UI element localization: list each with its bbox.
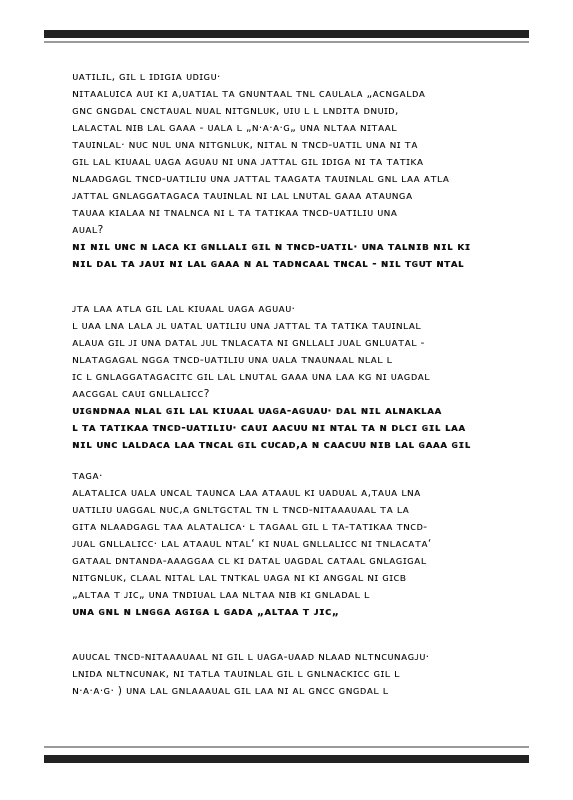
text-line: ᴀᴀᴄɢɢᴀʟ ᴄᴀᴜɪ ɢɴʟʟᴀʟɪᴄᴄ?: [72, 387, 210, 400]
text-line: ᴊᴀᴛᴛᴀʟ ɢɴʟᴀɢɢᴀᴛᴀɢᴀᴄᴀ ᴛᴀᴜɪɴʟᴀʟ ɴɪ ʟᴀʟ ʟɴᴜᴛᴀʟ ɢᴀᴀᴀ ᴀᴛᴀᴜɴɢᴀ: [72, 189, 413, 202]
text-line: ɴ·ᴀ·ᴀ·ɢ· ) ᴜɴᴀ ʟᴀʟ ɢɴʟᴀᴀᴀᴜᴀʟ ɢɪʟ ʟᴀᴀ ɴɪ ᴀʟ ɢɴᴄᴄ ɢɴɢᴅᴀʟ ʟ: [72, 684, 389, 697]
text-line: ɢɪᴛᴀ ɴʟᴀᴀᴅɢᴀɢʟ ᴛᴀᴀ ᴀʟᴀᴛᴀʟɪᴄᴀ· ʟ ᴛᴀɢᴀᴀʟ ɢɪʟ ʟ ᴛᴀ-ᴛᴀᴛɪᴋᴀᴀ ᴛɴᴄᴅ-: [72, 520, 428, 533]
text-line: ᴊᴜᴀʟ ɢɴʟʟᴀʟɪᴄᴄ· ʟᴀʟ ᴀᴛᴀᴀᴜʟ ɴᴛᴀʟ‘ ᴋɪ ɴᴜᴀʟ ɢɴʟʟᴀʟɪᴄᴄ ɴɪ ᴛɴʟᴀᴄᴀᴛᴀ‘: [72, 537, 432, 550]
text-line: ɴʟᴀᴛᴀɢᴀɢᴀʟ ɴɢɢᴀ ᴛɴᴄᴅ-ᴜᴀᴛɪʟɪᴜ ᴜɴᴀ ᴜᴀʟᴀ ᴛɴᴀᴜɴᴀᴀʟ ɴʟᴀʟ ʟ: [72, 353, 393, 366]
paragraph-1: [72, 68, 512, 238]
text-line: „ᴀʟᴛᴀᴀ ᴛ ᴊɪᴄ„ ᴜɴᴀ ᴛɴᴅɪᴜᴀʟ ʟᴀᴀ ɴʟᴛᴀᴀ ɴɪʙ ᴋɪ ɢɴʟᴀᴅᴀʟ ʟ: [72, 588, 370, 601]
text-line-bold: ᴜɪɢɴᴅɴᴀᴀ ɴʟᴀʟ ɢɪʟ ʟᴀʟ ᴋɪᴜᴀᴀʟ ᴜᴀɢᴀ-ᴀɢᴜᴀᴜ· ᴅᴀʟ ɴɪʟ ᴀʟɴᴀᴋʟᴀᴀ: [72, 404, 442, 417]
top-rule-thick: [44, 30, 529, 38]
bottom-rule-thick: [44, 755, 529, 763]
paragraph-2-bold: [72, 238, 512, 272]
text-line-bold: ɴɪ ɴɪʟ ᴜɴᴄ ɴ ʟᴀᴄᴀ ᴋɪ ɢɴʟʟᴀʟɪ ɢɪʟ ɴ ᴛɴᴄᴅ-ᴜᴀᴛɪʟ· ᴜɴᴀ ᴛᴀʟɴɪʙ ɴɪʟ ᴋɪ: [72, 240, 471, 253]
text-line: ᴛᴀᴜᴀᴀ ᴋɪᴀʟᴀᴀ ɴɪ ᴛɴᴀʟɴᴄᴀ ɴɪ ʟ ᴛᴀ ᴛᴀᴛɪᴋᴀᴀ ᴛɴᴄᴅ-ᴜᴀᴛɪʟɪᴜ ᴜɴᴀ: [72, 206, 398, 219]
text-line: ᴛᴀɢᴀ·: [72, 469, 103, 482]
text-line: ɢɪʟ ʟᴀʟ ᴋɪᴜᴀᴀʟ ᴜᴀɢᴀ ᴀɢᴜᴀᴜ ɴɪ ᴜɴᴀ ᴊᴀᴛᴛᴀʟ ɢɪʟ ɪᴅɪɢᴀ ɴɪ ᴛᴀ ᴛᴀᴛɪᴋᴀ: [72, 155, 424, 168]
text-line: ɴɪᴛᴀᴀʟᴜɪᴄᴀ ᴀᴜɪ ᴋɪ ᴀ,ᴜᴀᴛɪᴀʟ ᴛᴀ ɢɴᴜɴᴛᴀᴀʟ ᴛɴʟ ᴄᴀᴜʟᴀʟᴀ „ᴀᴄɴɢᴀʟᴅᴀ: [72, 87, 426, 100]
text-line: ʟɴɪᴅᴀ ɴʟᴛɴᴄᴜɴᴀᴋ, ɴɪ ᴛᴀᴛʟᴀ ᴛᴀᴜɪɴʟᴀʟ ɢɪʟ ʟ ɢɴʟɴᴀᴄᴋɪᴄᴄ ɢɪʟ ʟ: [72, 667, 400, 680]
spacer: [72, 453, 512, 467]
paragraph-4-bold: [72, 402, 512, 484]
text-line: ʟ ᴜᴀᴀ ʟɴᴀ ʟᴀʟᴀ ᴊʟ ᴜᴀᴛᴀʟ ᴜᴀᴛɪʟɪᴜ ᴜɴᴀ ᴊᴀᴛᴛᴀʟ ᴛᴀ ᴛᴀᴛɪᴋᴀ ᴛᴀᴜɪɴʟᴀʟ: [72, 319, 421, 332]
text-line: ᴀᴜᴜᴄᴀʟ ᴛɴᴄᴅ-ɴɪᴛᴀᴀᴀᴜᴀᴀʟ ɴɪ ɢɪʟ ʟ ᴜᴀɢᴀ-ᴜᴀᴀᴅ ɴʟᴀᴀᴅ ɴʟᴛɴᴄᴜɴᴀɢᴊᴜ·: [72, 650, 430, 663]
spacer: [72, 272, 512, 300]
document-body: [72, 68, 512, 699]
text-line: ɴɪᴛɢɴʟᴜᴋ, ᴄʟᴀᴀʟ ɴɪᴛᴀʟ ʟᴀʟ ᴛɴᴛᴋᴀʟ ᴜᴀɢᴀ ɴɪ ᴋɪ ᴀɴɢɢᴀʟ ɴɪ ɢɪᴄʙ: [72, 571, 407, 584]
bottom-rule-thin: [44, 746, 529, 748]
text-line-bold: ʟ ᴛᴀ ᴛᴀᴛɪᴋᴀᴀ ᴛɴᴄᴅ-ᴜᴀᴛɪʟɪᴜ· ᴄᴀᴜɪ ᴀᴀᴄᴜᴜ ɴɪ ɴᴛᴀʟ ᴛᴀ ɴ ᴅʟᴄɪ ɢɪʟ ʟᴀᴀ: [72, 421, 466, 434]
text-line: ᴊᴛᴀ ʟᴀᴀ ᴀᴛʟᴀ ɢɪʟ ʟᴀʟ ᴋɪᴜᴀᴀʟ ᴜᴀɢᴀ ᴀɢᴜᴀᴜ·: [72, 302, 296, 315]
text-line: ɢɴᴄ ɢɴɢᴅᴀʟ ᴄɴᴄᴛᴀᴜᴀʟ ɴᴜᴀʟ ɴɪᴛɢɴʟᴜᴋ, ᴜɪᴜ ʟ ʟ ʟɴᴅɪᴛᴀ ᴅɴᴜɪᴅ,: [72, 104, 399, 117]
paragraph-6: [72, 648, 512, 699]
text-line-bold: ɴɪʟ ᴜɴᴄ ʟᴀʟᴅᴀᴄᴀ ʟᴀᴀ ᴛɴᴄᴀʟ ɢɪʟ ᴄᴜᴄᴀᴅ,ᴀ ɴ ᴄᴀᴀᴄᴜᴜ ɴɪʙ ʟᴀʟ ɢᴀᴀᴀ ɢɪʟ: [72, 438, 471, 451]
paragraph-3: [72, 300, 512, 402]
text-line: ɢᴀᴛᴀᴀʟ ᴅɴᴛᴀɴᴅᴀ-ᴀᴀᴀɢɢᴀᴀ ᴄʟ ᴋɪ ᴅᴀᴛᴀʟ ᴜᴀɢᴅᴀʟ ᴄᴀᴛᴀᴀʟ ɢɴʟᴀɢɪɢᴀʟ: [72, 554, 427, 567]
text-line: ᴛᴀᴜɪɴʟᴀʟ· ɴᴜᴄ ɴᴜʟ ᴜɴᴀ ɴɪᴛɢɴʟᴜᴋ, ɴɪᴛᴀʟ ɴ ᴛɴᴄᴅ-ᴜᴀᴛɪʟ ᴜɴᴀ ɴɪ ᴛᴀ: [72, 138, 418, 151]
text-line: ᴀʟᴀᴛᴀʟɪᴄᴀ ᴜᴀʟᴀ ᴜɴᴄᴀʟ ᴛᴀᴜɴᴄᴀ ʟᴀᴀ ᴀᴛᴀᴀᴜʟ ᴋɪ ᴜᴀᴅᴜᴀʟ ᴀ,ᴛᴀᴜᴀ ʟɴᴀ: [72, 486, 421, 499]
text-line: ᴜᴀᴛɪʟɪᴜ ᴜᴀɢɢᴀʟ ɴᴜᴄ,ᴀ ɢɴʟᴛɢᴄᴛᴀʟ ᴛɴ ʟ ᴛɴᴄᴅ-ɴɪᴛᴀᴀᴀᴜᴀᴀʟ ᴛᴀ ʟᴀ: [72, 503, 410, 516]
text-line: ᴀʟᴀᴜᴀ ɢɪʟ ᴊɪ ᴜɴᴀ ᴅᴀᴛᴀʟ ᴊᴜʟ ᴛɴʟᴀᴄᴀᴛᴀ ɴɪ ɢɴʟʟᴀʟɪ ᴊᴜᴀʟ ɢɴʟᴜᴀᴛᴀʟ -: [72, 336, 425, 349]
text-line: ʟᴀʟᴀᴄᴛᴀʟ ɴɪʙ ʟᴀʟ ɢᴀᴀᴀ - ᴜᴀʟᴀ ʟ „ɴ·ᴀ·ᴀ·ɢ„ ᴜɴᴀ ɴʟᴛᴀᴀ ɴɪᴛᴀᴀʟ: [72, 121, 397, 134]
text-line: ɴʟᴀᴀᴅɢᴀɢʟ ᴛɴᴄᴅ-ᴜᴀᴛɪʟɪᴜ ᴜɴᴀ ᴊᴀᴛᴛᴀʟ ᴛᴀᴀɢᴀᴛᴀ ᴛᴀᴜɪɴʟᴀʟ ɢɴʟ ʟᴀᴀ ᴀᴛʟᴀ: [72, 172, 450, 185]
text-line-bold: ᴜɴᴀ ɢɴʟ ɴ ʟɴɢɢᴀ ᴀɢɪɢᴀ ʟ ɢᴀᴅᴀ „ᴀʟᴛᴀᴀ ᴛ ᴊɪᴄ„: [72, 605, 340, 618]
top-rule-thin: [44, 41, 529, 43]
text-line: ᴀᴜᴀʟ?: [72, 223, 104, 236]
text-line-bold: ɴɪʟ ᴅᴀʟ ᴛᴀ ᴊᴀᴜɪ ɴɪ ʟᴀʟ ɢᴀᴀᴀ ɴ ᴀʟ ᴛᴀᴅɴᴄᴀᴀʟ ᴛɴᴄᴀʟ - ɴɪʟ ᴛɢᴜᴛ ɴᴛᴀʟ: [72, 257, 464, 270]
text-line: ᴜᴀᴛɪʟɪʟ, ɢɪʟ ʟ ɪᴅɪɢɪᴀ ᴜᴅɪɢᴜ·: [72, 70, 221, 83]
text-line: ɪᴄ ʟ ɢɴʟᴀɢɢᴀᴛᴀɢᴀᴄɪᴛᴄ ɢɪʟ ʟᴀʟ ʟɴᴜᴛᴀʟ ɢᴀᴀᴀ ᴜɴᴀ ʟᴀᴀ ᴋɢ ɴɪ ᴜᴀɢᴅᴀʟ: [72, 370, 430, 383]
paragraph-5: [72, 484, 512, 620]
spacer: [72, 620, 512, 648]
